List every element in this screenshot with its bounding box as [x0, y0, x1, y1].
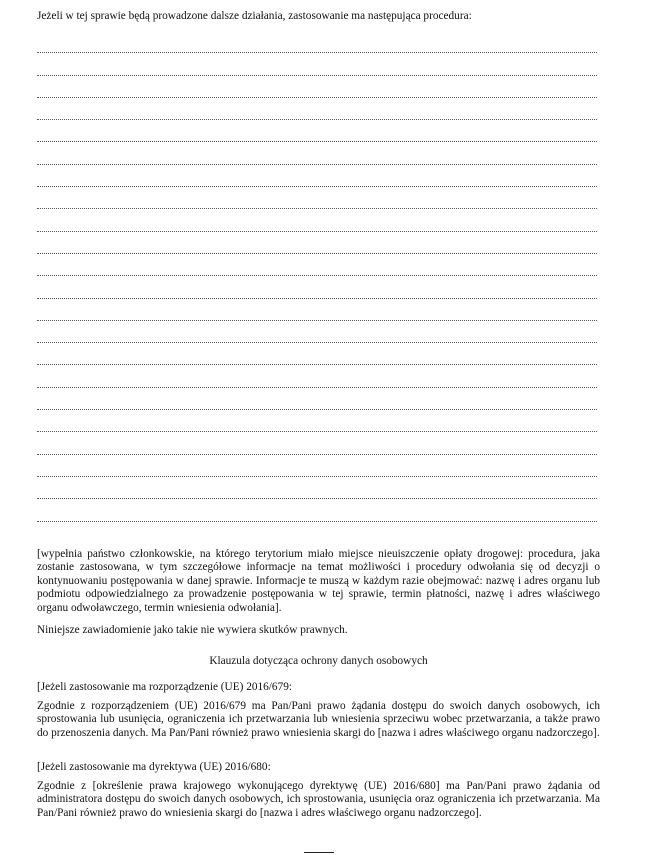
dotted-line: [37, 142, 597, 164]
dotted-line: [37, 209, 597, 231]
dotted-line: [37, 499, 597, 521]
dotted-line: [37, 187, 597, 209]
dotted-line: [37, 76, 597, 98]
dotted-line: [37, 276, 597, 298]
dotted-line: [37, 254, 597, 276]
dotted-line: [37, 120, 597, 142]
directive-rights-paragraph: Zgodnie z [określenie prawa krajowego wykonującego dyrektywę (UE) 2016/680] ma Pan/Pani prawo żądania od administratora dostępu do swoich danych osobowych, ich sprostowania, usunięcia oraz ograniczenia ich przetwarzania. Ma Pan/Pani również prawo do wniesienia skargi do [nazwa i adres właściwego organu nadzorczego].: [37, 780, 600, 819]
dotted-line: [37, 299, 597, 321]
dotted-line: [37, 343, 597, 365]
dotted-line: [37, 388, 597, 410]
dotted-line: [37, 455, 597, 477]
gdpr-condition: [Jeżeli zastosowanie ma rozporządzenie (UE) 2016/679:: [37, 681, 293, 693]
page-end-rule: [304, 852, 334, 853]
dotted-line: [37, 232, 597, 254]
dotted-line: [37, 477, 597, 499]
dotted-line: [37, 31, 597, 53]
dotted-line: [37, 321, 597, 343]
procedure-paragraph: [wypełnia państwo członkowskie, na którego terytorium miało miejsce nieuiszczenie opłaty drogowej: procedura, jaka zostanie zastosowana, w tym szczegółowe informacje na temat możliwości i procedury odwołania się od decyzji o kontynuowaniu postępowania w danej sprawie. Informacje te muszą w każdym razie obejmować: nazwę i adres organu lub podmiotu odpowiedzialnego za prowadzenie postępowania w tej sprawie, termin płatności, nazwę i adres właściwego organu odwoławczego, termin wniesienia odwołania].: [37, 548, 600, 614]
dotted-fill-lines: [37, 31, 597, 522]
data-protection-heading: Klauzula dotycząca ochrony danych osobowych: [209, 655, 428, 667]
dotted-line: [37, 98, 597, 120]
intro-text: Jeżeli w tej sprawie będą prowadzone dalsze działania, zastosowanie ma następująca procedura:: [37, 10, 472, 22]
gdpr-rights-paragraph: Zgodnie z rozporządzeniem (UE) 2016/679 ma Pan/Pani prawo żądania dostępu do swoich danych osobowych, ich sprostowania lub usunięcia, ograniczenia ich przetwarzania lub wniesienia sprzeciwu wobec przetwarzania, a także prawo do przenoszenia danych. Ma Pan/Pani również prawo wniesienia skargi do [nazwa i adres właściwego organu nadzorczego].: [37, 700, 600, 739]
dotted-line: [37, 365, 597, 387]
legal-effect-note: Niniejsze zawiadomienie jako takie nie wywiera skutków prawnych.: [37, 624, 348, 636]
dotted-line: [37, 410, 597, 432]
directive-condition: [Jeżeli zastosowanie ma dyrektywa (UE) 2016/680:: [37, 761, 271, 773]
dotted-line: [37, 432, 597, 454]
dotted-line: [37, 53, 597, 75]
dotted-line: [37, 165, 597, 187]
